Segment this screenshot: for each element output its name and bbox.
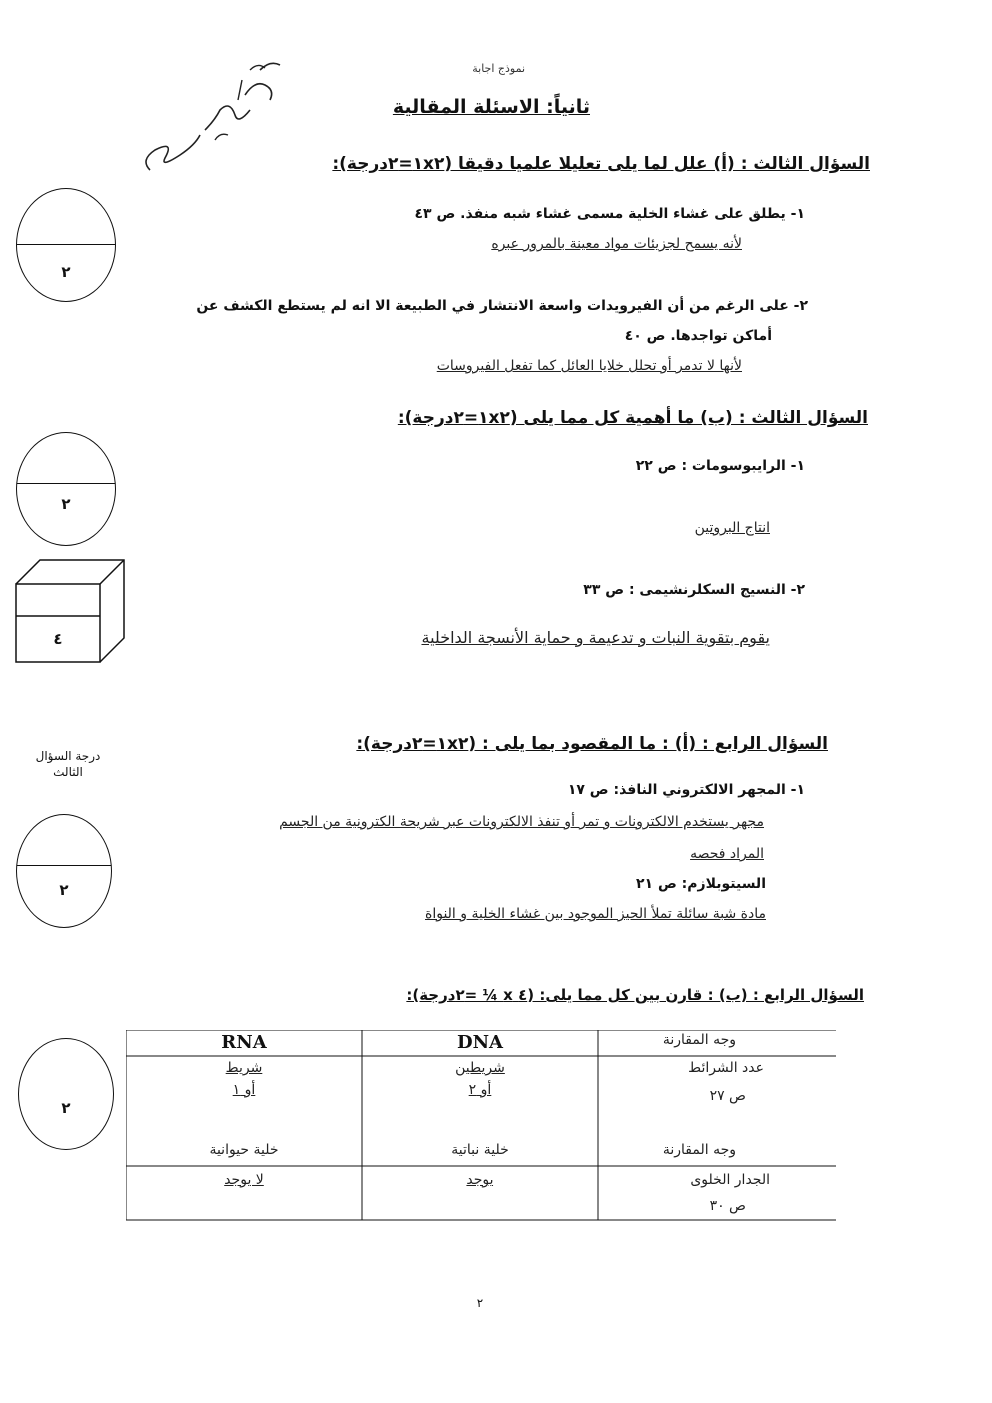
q3a-mark-circle bbox=[16, 188, 116, 302]
side-label bbox=[20, 748, 116, 780]
q3b-heading: السؤال الثالث : (ب) ما أهمية كل مما يلى (١x٢=٢درجة): bbox=[397, 408, 868, 428]
table2-row-label: الجدار الخلوى bbox=[690, 1172, 770, 1188]
table2-aspect-header: وجه المقارنة bbox=[662, 1142, 736, 1158]
table1-row-label: عدد الشرائط bbox=[688, 1060, 764, 1076]
q4b-heading: السؤال الرابع : (ب) : قارن بين كل مما يلى: (٤ x ¼ =٢درجة): bbox=[406, 986, 864, 1004]
table1-rna-alt: أو ١ bbox=[232, 1082, 256, 1098]
q3a-item-1-answer: لأنه يسمح لجزيئات مواد معينة بالمرور عبره bbox=[491, 236, 742, 252]
q3-total-mark: ٤ bbox=[53, 630, 63, 648]
page-number: ٢ bbox=[476, 1296, 484, 1310]
table1-col-dna: DNA bbox=[456, 1032, 504, 1053]
table2-col-plant: خلية نباتية bbox=[451, 1142, 509, 1158]
table1-aspect-header: وجه المقارنة bbox=[662, 1032, 736, 1048]
table2-animal-value: لا يوجد bbox=[224, 1172, 264, 1188]
q3b-item-1: ١- الرايبوسومات : ص ٢٢ bbox=[635, 458, 805, 474]
q3b-item-2-answer: يقوم بتقوية النبات و تدعيمة و حماية الأنسجة الداخلية bbox=[421, 628, 770, 647]
handwritten-signature bbox=[120, 40, 290, 180]
side-label-line1: درجة السؤال bbox=[35, 749, 101, 763]
q3b-mark-circle bbox=[16, 432, 116, 546]
q3a-item-1: ١- يطلق على غشاء الخلية مسمى غشاء شبه منفذ. ص ٤٣ bbox=[414, 206, 805, 222]
q3a-item-2-line2: أماكن تواجدها. ص ٤٠ bbox=[624, 328, 772, 344]
q3a-mark: ٢ bbox=[61, 263, 71, 281]
table1-col-rna: RNA bbox=[221, 1032, 267, 1053]
table1-rna-cell bbox=[126, 1060, 362, 1098]
q3a-item-2-answer: لأنها لا تدمر أو تحلل خلايا العائل كما تفعل الفيروسات bbox=[436, 358, 742, 374]
q4b-mark-circle bbox=[18, 1038, 114, 1150]
table1-row-ref: ص ٢٧ bbox=[709, 1088, 746, 1104]
comparison-tables bbox=[126, 1030, 836, 1222]
table1-dna-cell bbox=[362, 1060, 598, 1098]
q4a-item-2-answer: مادة شبة سائلة تملأ الحيز الموجود بين غشاء الخلية و النواة bbox=[424, 906, 766, 922]
table2-col-animal: خلية حيوانية bbox=[209, 1142, 279, 1158]
q3b-mark: ٢ bbox=[61, 495, 71, 513]
q3b-item-2: ٢- النسيج السكلرنشيمى : ص ٣٣ bbox=[583, 582, 805, 598]
table2-plant-value: يوجد bbox=[466, 1172, 494, 1188]
side-label-line2: الثالث bbox=[53, 765, 83, 779]
q3b-item-1-answer: انتاج البروتين bbox=[694, 520, 770, 536]
q3a-item-2-line1: ٢- على الرغم من أن الفيرويدات واسعة الانتشار في الطبيعة الا انه لم يستطع الكشف عن bbox=[196, 298, 808, 314]
page-title: ثانياً: الاسئلة المقالية bbox=[392, 96, 590, 118]
q4a-item-1-answer-line2: المراد فحصه bbox=[690, 846, 764, 862]
q3a-heading: السؤال الثالث : (أ) علل لما يلى تعليلا علميا دقيقا (١x٢=٢درجة): bbox=[332, 154, 870, 174]
model-answer-label: نموذج اجابة bbox=[472, 62, 525, 75]
q4b-mark: ٢ bbox=[61, 1099, 71, 1117]
q4a-item-1: ١- المجهر الالكتروني النافذ: ص ١٧ bbox=[567, 782, 805, 798]
q4a-mark-circle bbox=[16, 814, 112, 928]
q4a-item-2: السيتوبلازم: ص ٢١ bbox=[636, 876, 766, 892]
table2-row-ref: ص ٣٠ bbox=[709, 1198, 746, 1214]
q3-total-cube bbox=[12, 556, 128, 666]
q4a-item-1-answer-line1: مجهر يستخدم الالكترونات و تمر أو تنفذ الالكترونات عبر شريحة الكترونية من الجسم bbox=[279, 814, 764, 830]
table1-rna-value: شريط bbox=[225, 1060, 263, 1076]
table1-dna-alt: أو ٢ bbox=[468, 1082, 492, 1098]
table1-dna-value: شريطين bbox=[455, 1060, 505, 1076]
q4a-mark: ٢ bbox=[59, 881, 69, 899]
q4a-heading: السؤال الرابع : (أ) : ما المقصود بما يلى : (١x٢=٢درجة): bbox=[356, 734, 828, 754]
